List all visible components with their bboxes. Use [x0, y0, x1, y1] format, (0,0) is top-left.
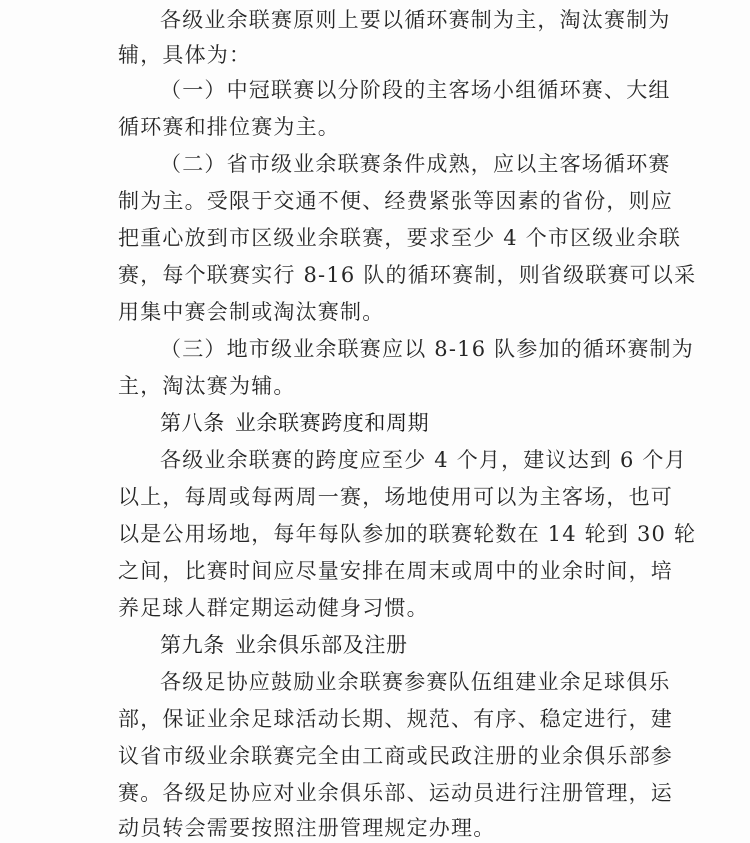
- text-line: 各级足协应鼓励业余联赛参赛队伍组建业余足球俱乐: [160, 670, 671, 694]
- text-line: 循环赛和排位赛为主。: [118, 115, 340, 139]
- text-line: 以是公用场地，每年每队参加的联赛轮数在 14 轮到 30 轮: [118, 522, 697, 546]
- text-line: 各级业余联赛的跨度应至少 4 个月，建议达到 6 个月: [160, 448, 687, 472]
- article-9-heading: [160, 631, 408, 659]
- text-line: 用集中赛会制或淘汰赛制。: [118, 300, 385, 324]
- article-9-number: 第九条: [160, 633, 225, 657]
- text-line: 赛。各级足协应对业余俱乐部、运动员进行注册管理，运: [118, 781, 673, 805]
- article-8-title: 业余联赛跨度和周期: [234, 411, 430, 435]
- text-line: 养足球人群定期运动健身习惯。: [118, 596, 429, 620]
- text-line: 议省市级业余联赛完全由工商或民政注册的业余俱乐部参: [118, 744, 673, 768]
- text-line: 制为主。受限于交通不便、经费紧张等因素的省份，则应: [118, 189, 673, 213]
- text-line: 之间，比赛时间应尽量安排在周末或周中的业余时间，培: [118, 559, 673, 583]
- text-line: （二）省市级业余联赛条件成熟，应以主客场循环赛: [160, 152, 671, 176]
- text-line: （三）地市级业余联赛应以 8-16 队参加的循环赛制为: [160, 337, 694, 361]
- text-line: 辅，具体为：: [118, 43, 252, 67]
- text-line: 部，保证业余足球活动长期、规范、有序、稳定进行，建: [118, 707, 673, 731]
- text-line: 把重心放到市区级业余联赛，要求至少 4 个市区级业余联: [118, 226, 682, 250]
- text-line: 动员转会需要按照注册管理规定办理。: [118, 816, 496, 840]
- text-line: 主，淘汰赛为辅。: [118, 374, 296, 398]
- article-8-heading: [160, 409, 429, 437]
- article-8-number: 第八条: [160, 411, 225, 435]
- text-line: （一）中冠联赛以分阶段的主客场小组循环赛、大组: [160, 78, 671, 102]
- text-line: 赛，每个联赛实行 8-16 队的循环赛制，则省级联赛可以采: [118, 263, 697, 287]
- text-line: 以上，每周或每两周一赛，场地使用可以为主客场，也可: [118, 485, 673, 509]
- article-9-title: 业余俱乐部及注册: [234, 633, 408, 657]
- text-line: 各级业余联赛原则上要以循环赛制为主，淘汰赛制为: [160, 8, 671, 32]
